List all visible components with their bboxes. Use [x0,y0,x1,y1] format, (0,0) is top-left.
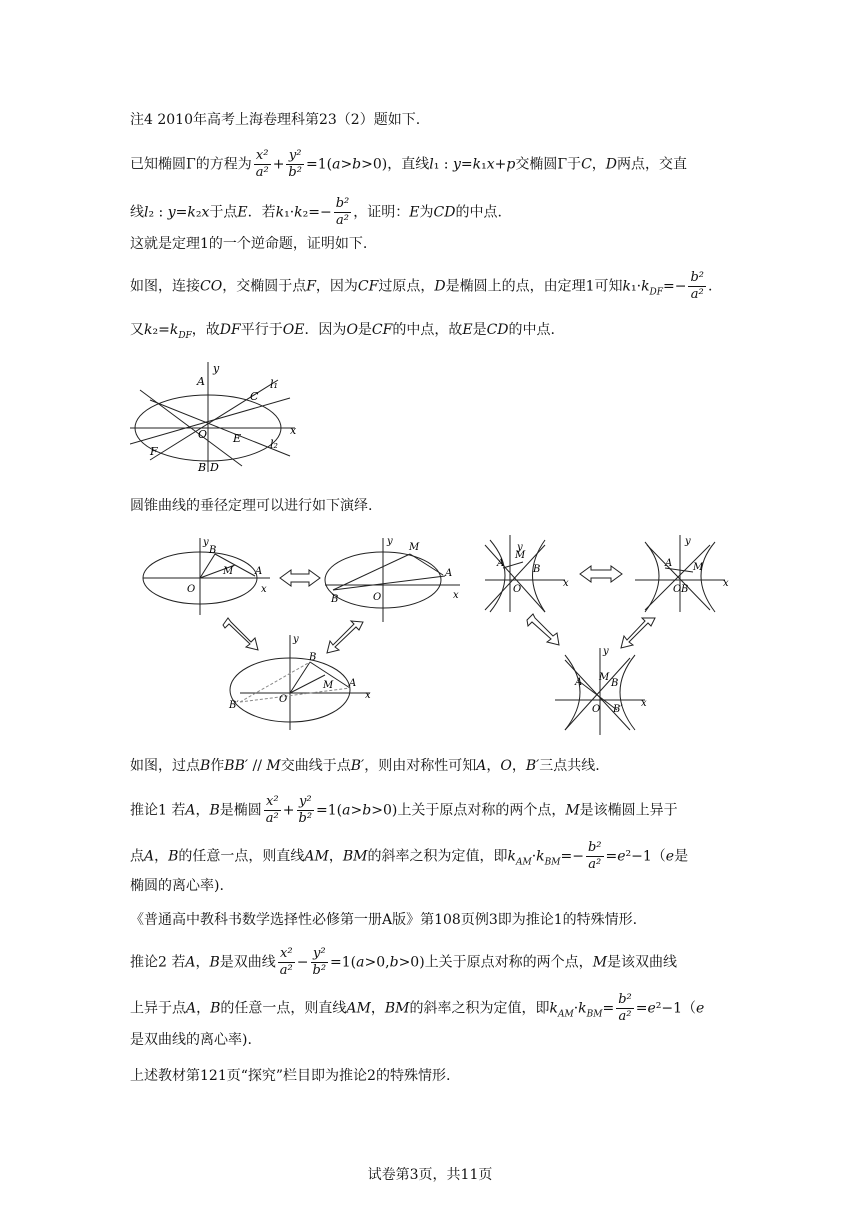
label-E: E [233,432,242,445]
label-B: B [198,461,207,474]
svg-text:M: M [409,542,420,553]
ellipse-chord-figure [130,360,300,475]
corollary2-line-3: 是双曲线的离心率). [130,1032,252,1048]
proof-line-2: 又$k_2=k_{DF}$，故DF平行于OE．因为O是CF的中点，故E是CD的中点. [130,322,555,341]
svg-text:y: y [387,536,393,547]
svg-text:O: O [513,584,522,595]
svg-text:x: x [261,584,267,595]
label-x: x [290,424,297,437]
label-D: D [210,461,219,474]
svg-text:O: O [373,592,382,603]
textbook-ref-2: 上述教材第121页“探究”栏目即为推论2的特殊情形. [130,1068,451,1084]
svg-text:x: x [641,698,647,709]
corollary2-line-2: 上异于点A，B的任意一点，则直线AM，BM的斜率之积为定值，即$k_{AM}\cdot k_{BM}=$ $\frac{\text{b²}}{\text{a²}}$ =e²−1（e [130,992,705,1024]
svg-text:B′: B′ [229,700,239,711]
svg-text:B′: B′ [613,704,623,715]
label-C: C [250,390,259,403]
svg-text:B: B [681,584,689,595]
svg-text:O: O [592,704,601,715]
label-F: F [150,445,158,458]
svg-text:y: y [685,536,691,547]
svg-text:y: y [293,634,299,645]
svg-text:B: B [611,678,619,689]
svg-text:x: x [365,690,371,701]
corollary1-line-1: 推论1 若A，B是椭圆 $\frac{\text{x²}}{\text{a²}}$ + $\frac{\text{y²}}{\text{b²}}$ =1(a>b>0)上关于原点对称的两个点，M是该椭圆上异于 [130,794,678,826]
svg-text:A: A [445,568,453,579]
svg-text:A: A [497,558,505,569]
corollary1-line-3: 椭圆的离心率). [130,878,224,894]
diagonal-arrow-1 [223,618,258,650]
diagonal-arrow-3 [527,614,559,645]
svg-text:O: O [187,584,196,595]
diagonal-arrow-4 [621,618,655,648]
svg-text:x: x [563,578,569,589]
svg-text:y: y [203,537,209,548]
textbook-ref-1: 《普通高中教科书数学选择性必修第一册A版》第108页例3即为推论1的特殊情形. [130,912,638,928]
label-O: O [198,428,208,441]
converse-text: 这就是定理1的一个逆命题，证明如下. [130,236,368,252]
note-title: 注4 2010年高考上海卷理科第23（2）题如下. [130,112,421,128]
svg-text:y: y [603,646,609,657]
corollary1-line-2: 点A，B的任意一点，则直线AM，BM的斜率之积为定值，即$k_{AM}\cdot k_{BM}=-$ $\frac{\text{b²}}{\text{a²}}$ =e²−1（e是 [130,840,689,872]
problem-line-2: 线l₂ : y=k₂x于点E．若k₁·k₂=− $\frac{\text{b²}}{\text{a²}}$ ，证明：E为CD的中点. [130,196,502,228]
label-A: A [197,375,205,388]
svg-text:M: M [323,680,334,691]
svg-text:A: A [255,566,263,577]
svg-text:x: x [723,578,729,589]
deduction-figure [125,530,735,735]
problem-line-1: 已知椭圆Γ的方程为 $\frac{\text{x²}}{\text{a²}}$ + $\frac{\text{y²}}{\text{b²}}$ =1(a>b>0)，直线l₁ : y=k₁x+p交椭圆Γ于C，D两点，交直 [130,148,688,180]
svg-text:B: B [533,564,541,575]
double-arrow-1 [280,570,320,586]
hyperbola-diagram-1 [485,535,565,612]
corollary2-line-1: 推论2 若A，B是双曲线 $\frac{\text{x²}}{\text{a²}}$ − $\frac{\text{y²}}{\text{b²}}$ =1(a>0,b>0)上关于原点对称的两个点，M是该双曲线 [130,946,678,978]
label-l1: l₁ [270,378,278,391]
double-arrow-2 [580,566,622,582]
ellipse-diagram-2 [325,538,460,622]
hyperbola-diagram-3 [555,648,645,735]
svg-text:B: B [209,545,217,556]
figure-note: 如图，过点B作BB′ // M交曲线于点B′，则由对称性可知A，O，B′三点共线. [130,758,600,774]
svg-text:x: x [453,590,459,601]
svg-text:O: O [673,584,682,595]
svg-text:O: O [279,694,288,705]
ellipse-diagram-1 [143,538,270,615]
deduction-text: 圆锥曲线的垂径定理可以进行如下演绎. [130,498,373,514]
svg-text:M: M [223,566,234,577]
svg-text:M: M [599,672,610,683]
label-l2: l₂ [270,438,278,451]
diagonal-arrow-2 [327,621,363,653]
svg-text:M: M [693,562,704,573]
svg-text:B: B [309,652,317,663]
svg-text:A: A [575,677,583,688]
svg-text:y: y [517,542,523,553]
label-y: y [213,362,220,375]
svg-text:M: M [515,550,526,561]
svg-text:A: A [349,678,357,689]
proof-line-1: 如图，连接CO，交椭圆于点F，因为CF过原点，D是椭圆上的点，由定理1可知$k_1\cdot k_{DF}=-$ $\frac{\text{b²}}{\text{a²}}$ . [130,270,713,302]
hyperbola-diagram-2 [635,535,725,612]
svg-text:A: A [665,558,673,569]
page-footer: 试卷第3页，共11页 [367,1167,493,1183]
svg-text:B: B [331,594,339,605]
